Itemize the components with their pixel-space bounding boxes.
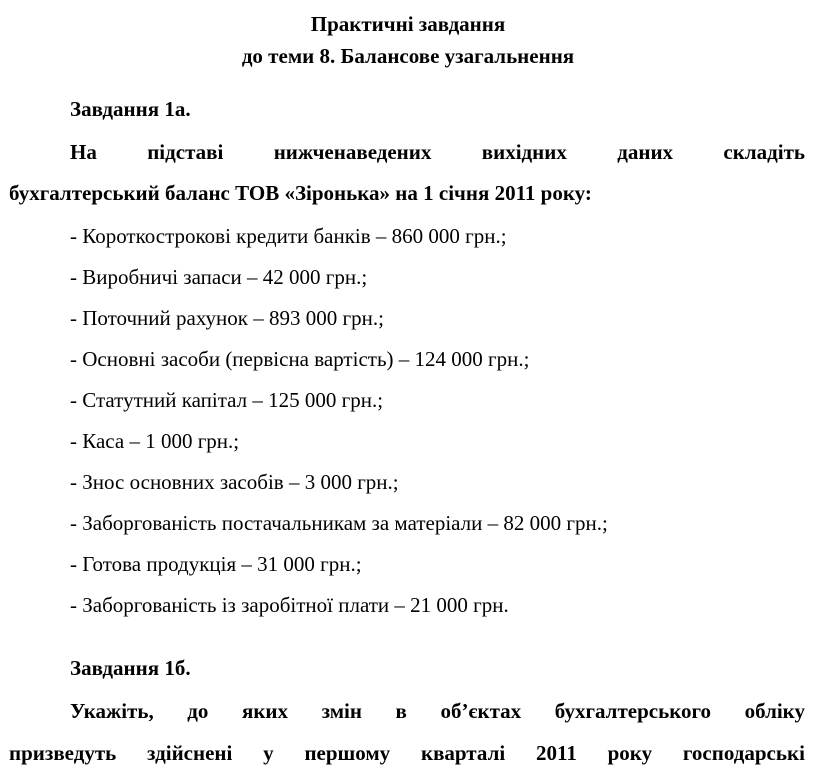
task-word: 2011 bbox=[535, 741, 577, 765]
list-item: - Знос основних засобів – 3 000 грн.; bbox=[70, 470, 399, 494]
list-item: - Заборгованість постачальникам за матеріали – 82 000 грн.; bbox=[70, 511, 608, 535]
intro-word: нижченаведених bbox=[273, 140, 432, 164]
list-item: - Готова продукція – 31 000 грн.; bbox=[70, 552, 362, 576]
task-word: в bbox=[395, 699, 407, 723]
task-word: яких bbox=[241, 699, 289, 723]
list-item: - Основні засоби (первісна вартість) – 124 000 грн.; bbox=[70, 347, 530, 371]
intro-word: даних bbox=[617, 140, 674, 164]
list-item: - Статутний капітал – 125 000 грн.; bbox=[70, 388, 384, 412]
intro-word: На bbox=[70, 140, 97, 164]
list-item: - Заборгованість із заробітної плати – 21 000 грн. bbox=[70, 593, 509, 617]
task-1a-heading: Завдання 1а. bbox=[70, 97, 191, 121]
intro-word: підставі bbox=[147, 140, 224, 164]
task-word: першому bbox=[304, 741, 391, 765]
list-item: - Короткострокові кредити банків – 860 000 грн.; bbox=[70, 224, 507, 248]
task-1a-intro-line-1 bbox=[70, 140, 805, 164]
document-title-line-1: Практичні завдання bbox=[310, 12, 506, 36]
task-word: у bbox=[263, 741, 274, 765]
task-word: до bbox=[187, 699, 209, 723]
task-word: змін bbox=[321, 699, 362, 723]
task-word: бухгалтерського bbox=[554, 699, 712, 723]
task-word: об’єктах bbox=[440, 699, 522, 723]
task-word: здійснені bbox=[147, 741, 233, 765]
task-1b-heading: Завдання 1б. bbox=[70, 656, 191, 680]
task-1b-line-1 bbox=[70, 699, 805, 723]
document-title-line-2: до теми 8. Балансове узагальнення bbox=[241, 44, 575, 68]
list-item: - Виробничі запаси – 42 000 грн.; bbox=[70, 265, 368, 289]
intro-word: складіть bbox=[723, 140, 805, 164]
task-1b-line-2 bbox=[9, 741, 805, 765]
source-data-list bbox=[70, 224, 608, 634]
list-item: - Поточний рахунок – 893 000 грн.; bbox=[70, 306, 384, 330]
task-word: господарські bbox=[682, 741, 805, 765]
intro-word: вихідних bbox=[481, 140, 567, 164]
task-word: обліку bbox=[744, 699, 805, 723]
list-item: - Каса – 1 000 грн.; bbox=[70, 429, 240, 453]
task-word: Укажіть, bbox=[70, 699, 154, 723]
task-word: призведуть bbox=[9, 741, 117, 765]
task-word: року bbox=[607, 741, 653, 765]
task-1a-intro-line-2: бухгалтерський баланс ТОВ «Зіронька» на 1 січня 2011 року: bbox=[9, 181, 592, 205]
task-word: кварталі bbox=[420, 741, 506, 765]
